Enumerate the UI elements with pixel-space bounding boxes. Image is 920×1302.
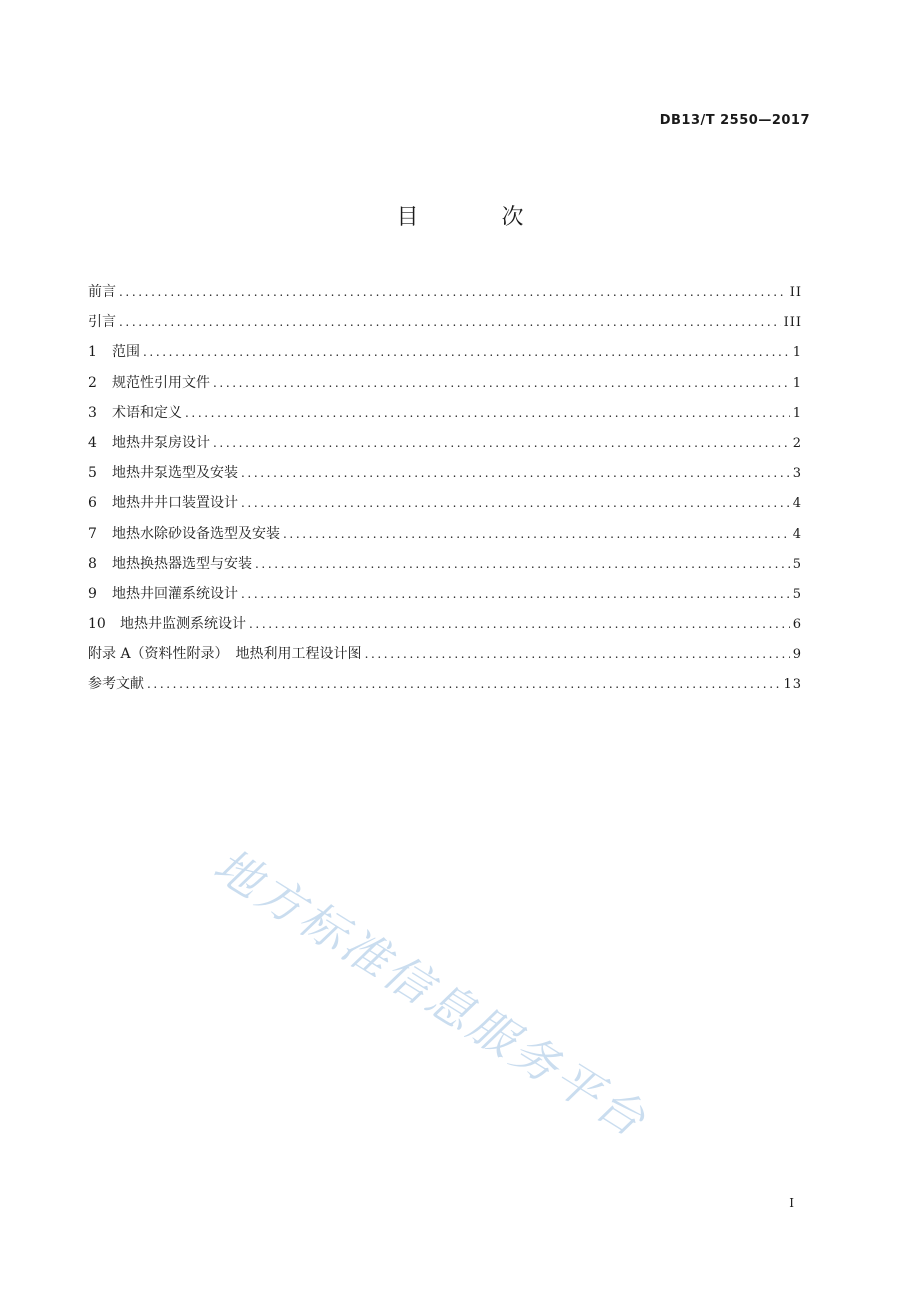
- watermark: 地方标准信息服务平台: [204, 837, 658, 1149]
- toc-entry-bibliography[interactable]: [88, 669, 802, 699]
- toc-entry-page: 1: [792, 375, 802, 391]
- toc-entry-number: 8: [88, 555, 97, 572]
- toc-entry-terms-definitions[interactable]: [88, 398, 802, 428]
- toc-entry-number: 2: [88, 374, 97, 391]
- toc-entry-number: 4: [88, 434, 97, 451]
- toc-entry-label: 前言: [88, 284, 116, 300]
- toc-leader-dots: [210, 368, 790, 398]
- toc-entry-label: 地热换热器选型与安装: [112, 555, 252, 572]
- toc-entry-scope[interactable]: [88, 337, 802, 367]
- toc-entry-page: 9: [792, 647, 802, 663]
- page-number: I: [789, 1196, 794, 1210]
- toc-entry-page: 1: [792, 405, 802, 421]
- toc-leader-dots: [182, 398, 790, 428]
- toc-entry-page: 4: [792, 496, 802, 512]
- toc-entry-page: 4: [792, 526, 802, 542]
- toc-entry-label: 范围: [112, 344, 140, 361]
- toc-leader-dots: [362, 639, 790, 669]
- toc-leader-dots: [252, 549, 790, 579]
- toc-entry-number: 3: [88, 404, 97, 421]
- toc-title: 目 次: [396, 205, 562, 230]
- toc-entry-heat-exchanger[interactable]: [88, 549, 802, 579]
- toc-entry-number: 10: [88, 616, 106, 633]
- toc-entry-reinjection-system[interactable]: [88, 579, 802, 609]
- toc-entry-label: 附录 A（资料性附录） 地热利用工程设计图: [88, 646, 362, 663]
- toc-leader-dots: [280, 519, 790, 549]
- toc-entry-appendix-a[interactable]: [88, 639, 802, 669]
- toc-entry-pump-room-design[interactable]: [88, 428, 802, 458]
- toc-entry-label: 术语和定义: [112, 404, 182, 421]
- toc-leader-dots: [210, 428, 790, 458]
- toc-leader-dots: [238, 458, 790, 488]
- toc-entry-page: 13: [783, 677, 802, 693]
- toc-entry-number: 5: [88, 465, 97, 482]
- toc-entry-page: 5: [792, 556, 802, 572]
- toc-entry-label: 引言: [88, 314, 116, 331]
- toc-entry-number: 9: [88, 585, 97, 602]
- toc-entry-number: 7: [88, 525, 97, 542]
- toc-entry-label: 地热水除砂设备选型及安装: [112, 525, 280, 542]
- toc-entry-monitoring-system[interactable]: [88, 609, 802, 639]
- toc-leader-dots: [238, 488, 790, 518]
- toc-entry-number: 1: [88, 344, 97, 361]
- toc-entry-page: 5: [792, 586, 802, 602]
- toc-entry-label: 地热井监测系统设计: [120, 616, 246, 633]
- document-code: DB13/T 2550—2017: [659, 113, 810, 128]
- toc-entry-desanding-equipment[interactable]: [88, 519, 802, 549]
- toc-entry-page: 2: [792, 435, 802, 451]
- toc-entry-page: II: [789, 285, 802, 300]
- toc-entry-foreword[interactable]: [88, 277, 802, 307]
- toc-entry-label: 地热井泵选型及安装: [112, 465, 238, 482]
- toc-entry-pump-selection[interactable]: [88, 458, 802, 488]
- toc-entry-label: 参考文献: [88, 676, 144, 693]
- toc-entry-page: 1: [792, 345, 802, 361]
- toc-entry-page: 3: [792, 466, 802, 482]
- toc-leader-dots: [238, 579, 790, 609]
- toc-leader-dots: [246, 609, 790, 639]
- toc-leader-dots: [144, 669, 780, 699]
- toc-entry-label: 地热井回灌系统设计: [112, 585, 238, 602]
- table-of-contents: [88, 277, 802, 700]
- toc-entry-label: 地热井井口装置设计: [112, 495, 238, 512]
- toc-entry-page: 6: [792, 617, 802, 633]
- toc-entry-page: III: [783, 315, 802, 331]
- toc-entry-label: 规范性引用文件: [112, 374, 210, 391]
- toc-entry-wellhead-design[interactable]: [88, 488, 802, 518]
- toc-entry-normative-references[interactable]: [88, 368, 802, 398]
- toc-leader-dots: [116, 277, 787, 307]
- toc-entry-introduction[interactable]: [88, 307, 802, 337]
- toc-leader-dots: [140, 337, 790, 367]
- toc-leader-dots: [116, 307, 781, 337]
- toc-entry-number: 6: [88, 495, 97, 512]
- toc-entry-label: 地热井泵房设计: [112, 434, 210, 451]
